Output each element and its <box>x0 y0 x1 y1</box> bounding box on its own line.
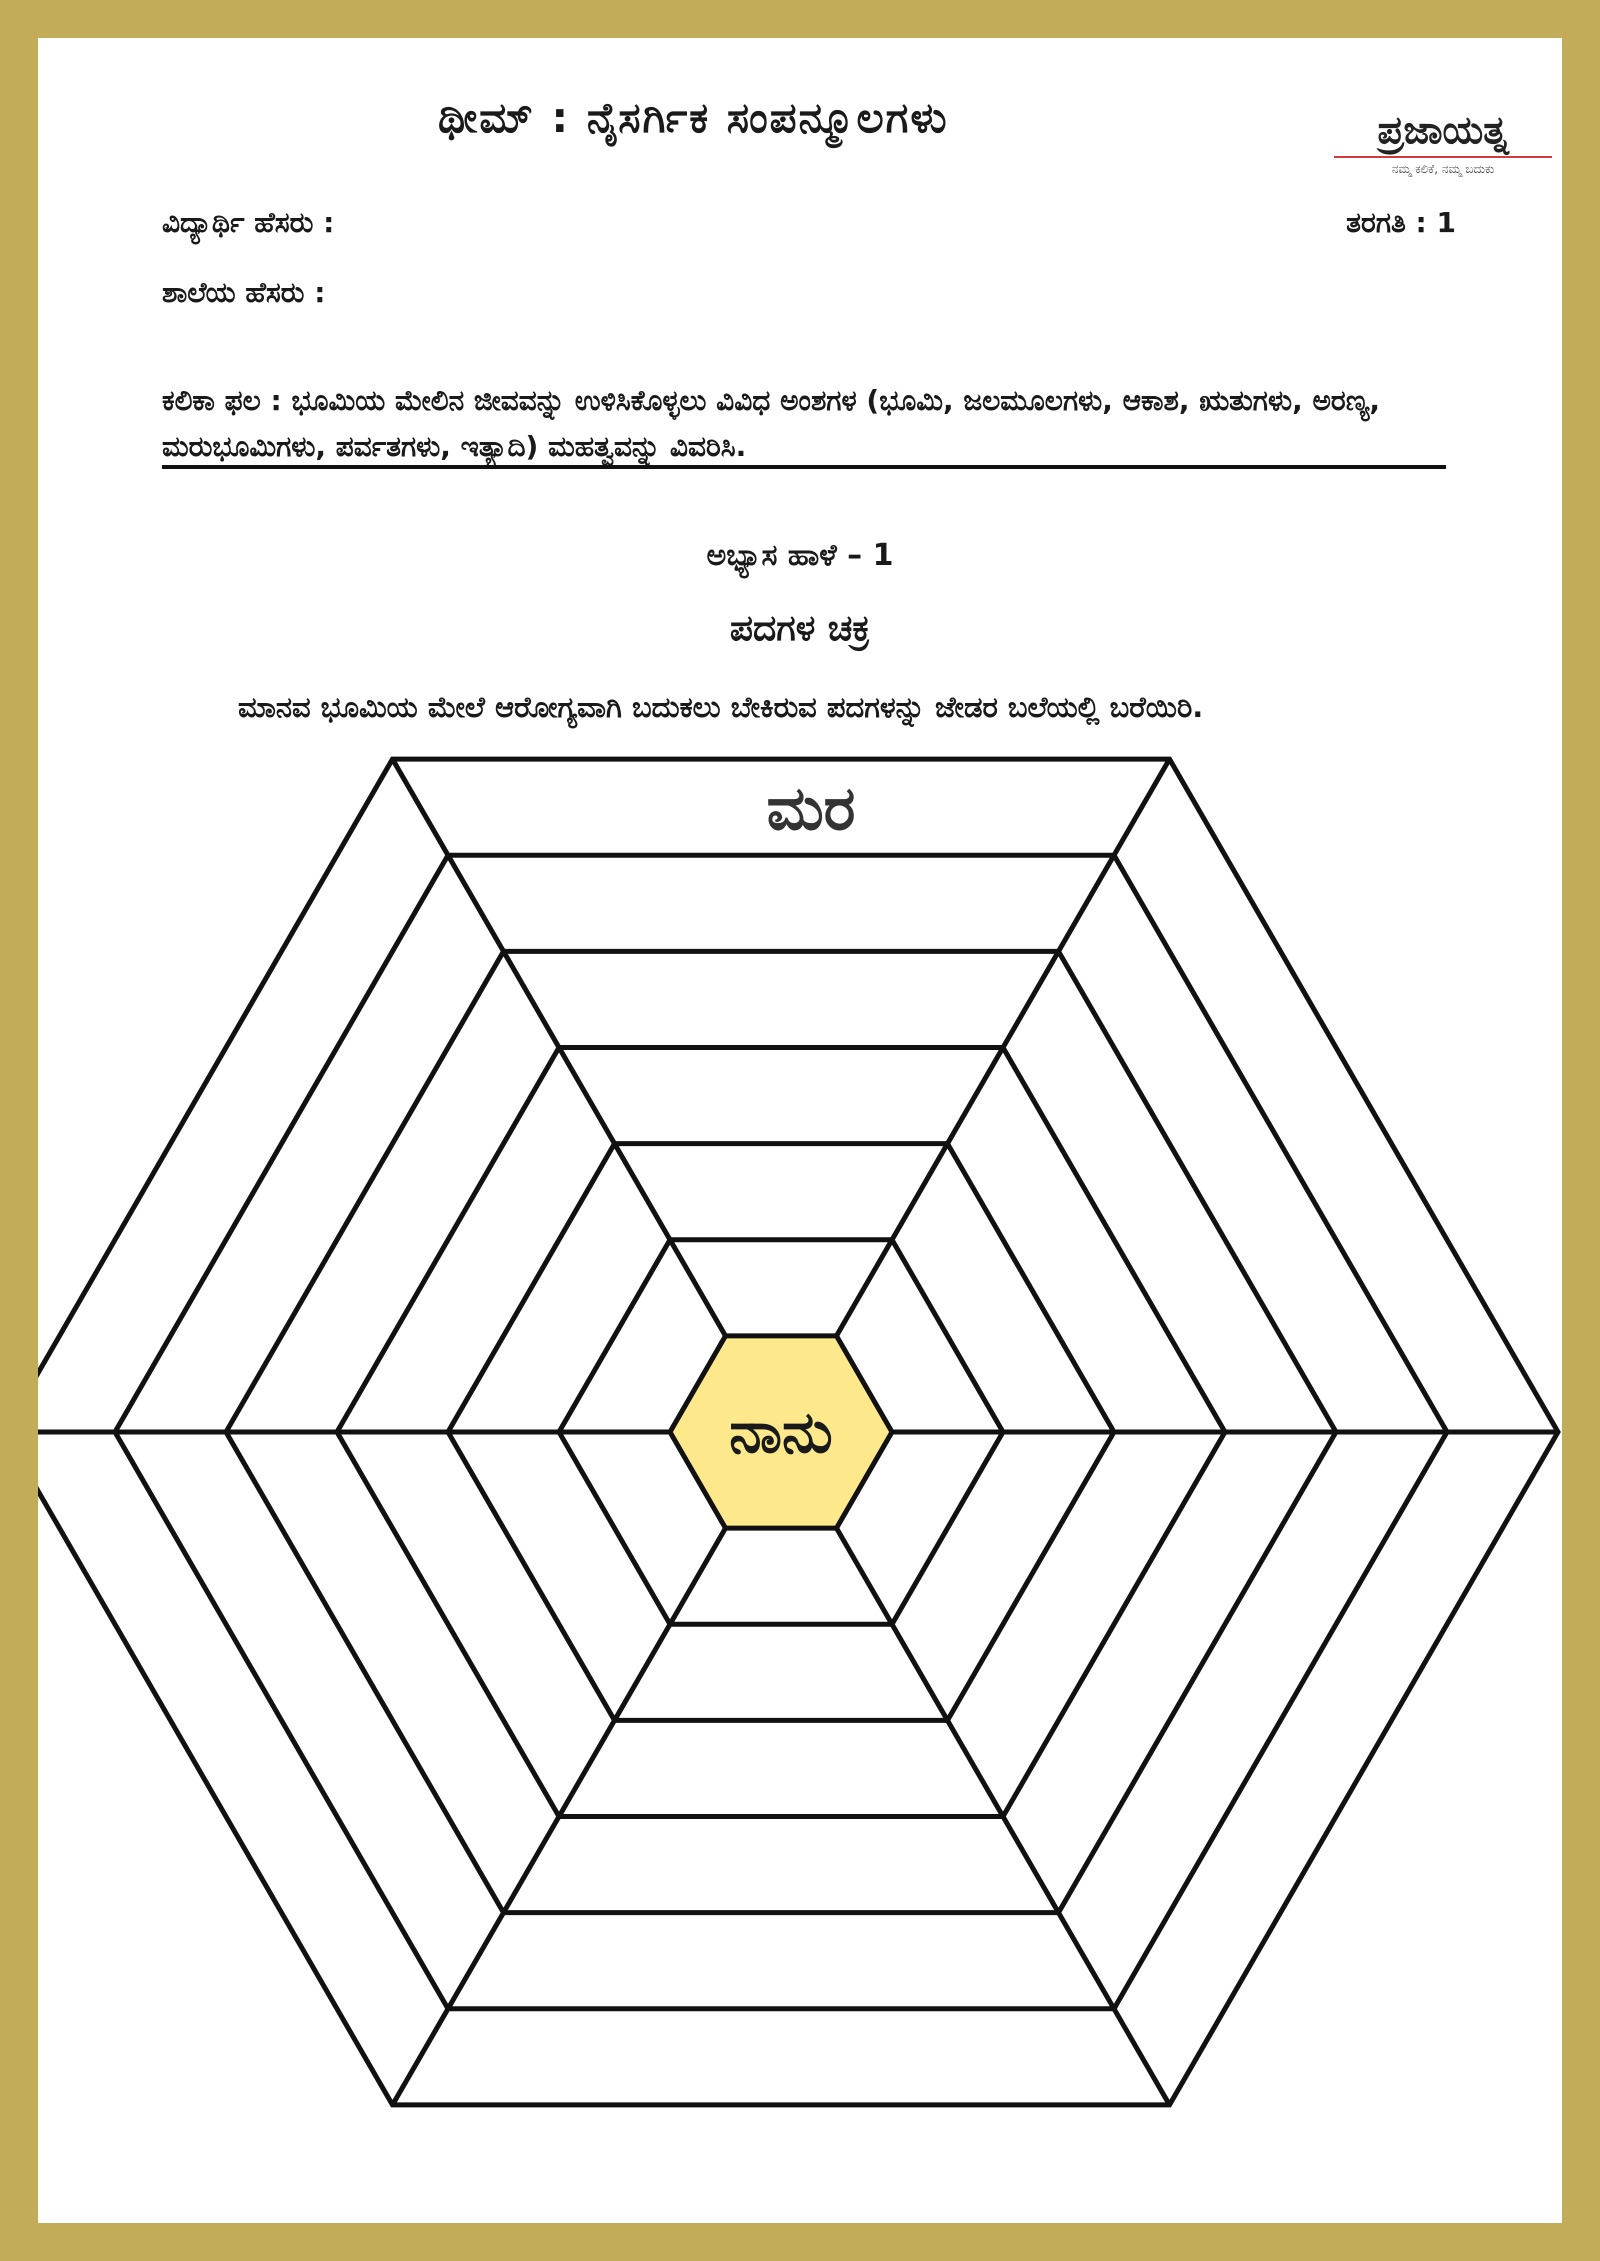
theme-title: ಥೀಮ್ : ನೈಸರ್ಗಿಕ ಸಂಪನ್ಮೂಲಗಳು <box>438 93 949 142</box>
student-name-label: ವಿದ್ಯಾರ್ಥಿ ಹೆಸರು : <box>162 206 335 239</box>
web-center-word: ನಾನು <box>729 1398 833 1466</box>
exercise-title: ಪದಗಳ ಚಕ್ರ <box>729 608 871 649</box>
web-example-word: ಮರ <box>766 774 856 845</box>
grade-label: ತರಗತಿ : 1 <box>1346 206 1456 239</box>
worksheet-page <box>38 38 1562 2223</box>
exercise-instruction: ಮಾನವ ಭೂಮಿಯ ಮೇಲೆ ಆರೋಗ್ಯವಾಗಿ ಬದುಕಲು ಬೇಕಿರುವ ಪದಗಳನ್ನು ಜೇಡರ ಬಲೆಯಲ್ಲಿ ಬರೆಯಿರಿ. <box>238 690 1204 724</box>
logo-tagline: ನಮ್ಮ ಕಲಿಕೆ, ನಮ್ಮ ಬದುಕು <box>1391 161 1495 176</box>
learning-outcome: ಕಲಿಕಾ ಫಲ : ಭೂಮಿಯ ಮೇಲಿನ ಜೀವವನ್ನು ಉಳಿಸಿಕೊಳ್ಳಲು ವಿವಿಧ ಅಂಶಗಳ (ಭೂಮಿ, ಜಲಮೂಲಗಳು, ಆಕಾಶ, ಋತುಗಳು, ಅರಣ್ಯ, ಮರುಭೂಮಿಗಳು, ಪರ್ವತಗಳು, ಇತ್ಯಾದಿ) ಮಹತ್ವವನ್ನು ವಿವರಿಸಿ. <box>162 384 1381 463</box>
school-name-label: ಶಾಲೆಯ ಹೆಸರು : <box>162 276 326 309</box>
logo-name: ಪ್ರಜಾಯತ್ನ <box>1377 108 1509 152</box>
exercise-number: ಅಭ್ಯಾಸ ಹಾಳೆ – 1 <box>706 538 894 573</box>
word-web-diagram <box>38 38 1562 2223</box>
